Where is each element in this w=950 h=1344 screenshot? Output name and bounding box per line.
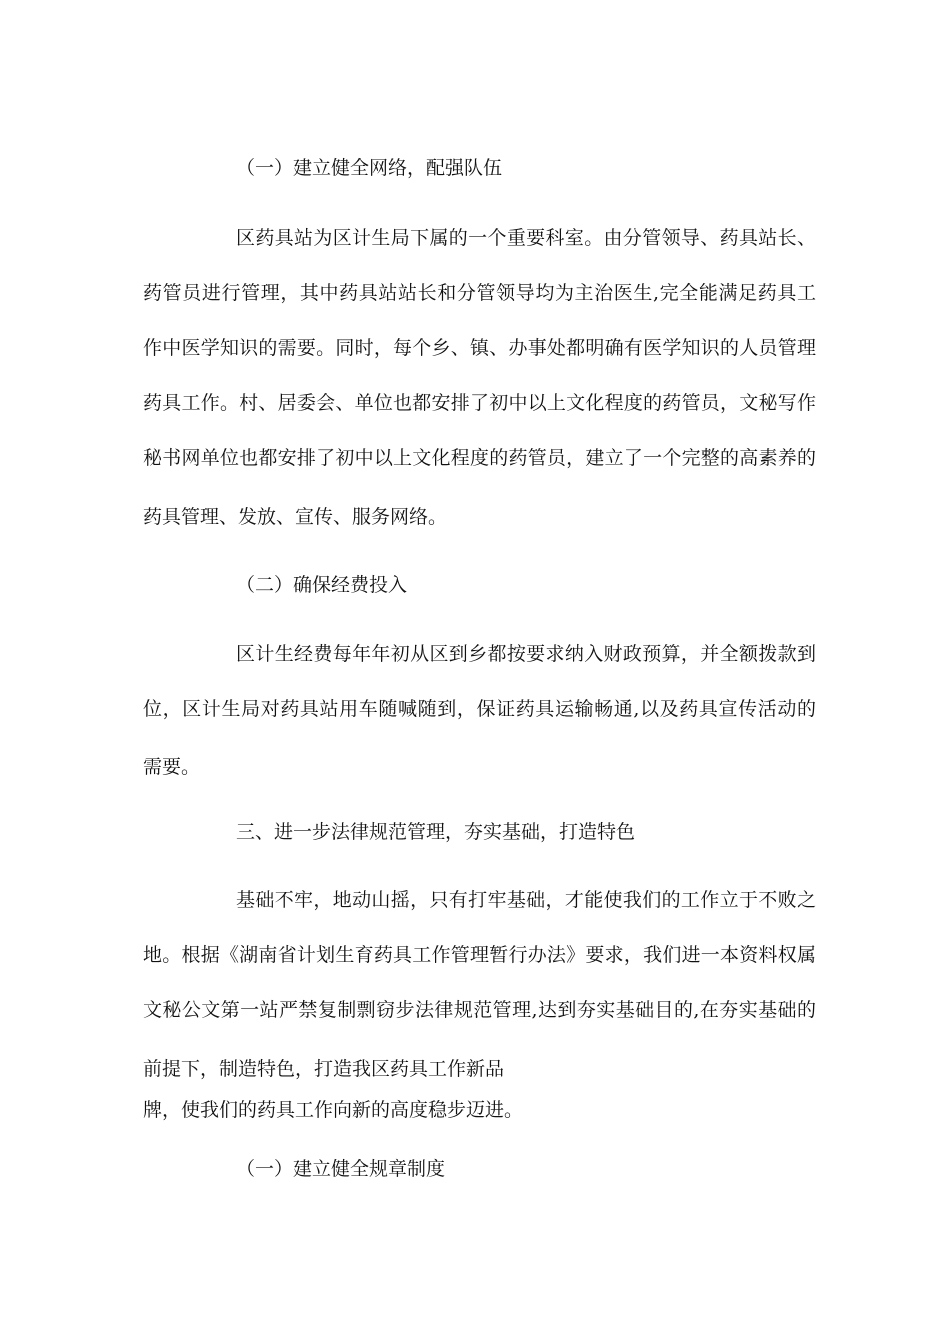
paragraph-line: 地。根据《湖南省计划生育药具工作管理暂行办法》要求，我们进一本资料权属 [143,944,816,966]
section-heading: （一）建立健全规章制度 [236,1158,446,1180]
section-heading: （一）建立健全网络，配强队伍 [236,157,503,179]
paragraph-line: 位，区计生局对药具站用车随喊随到，保证药具运输畅通,以及药具宣传活动的 [143,698,816,720]
paragraph-line: 药具工作。村、居委会、单位也都安排了初中以上文化程度的药管员，文秘写作 [143,392,816,414]
section-heading: 三、进一步法律规范管理，夯实基础，打造特色 [236,821,636,843]
paragraph-line: 需要。 [143,756,201,778]
paragraph-line: 药管员进行管理，其中药具站站长和分管领导均为主治医生,完全能满足药具工 [143,282,816,304]
paragraph-line: 前提下，制造特色，打造我区药具工作新品 [143,1058,505,1080]
paragraph-line: 文秘公文第一站严禁复制剽窃步法律规范管理,达到夯实基础目的,在夯实基础的 [143,999,816,1021]
paragraph-line: 牌，使我们的药具工作向新的高度稳步迈进。 [143,1099,524,1121]
paragraph-line: 秘书网单位也都安排了初中以上文化程度的药管员，建立了一个完整的高素养的 [143,447,816,469]
section-heading: （二）确保经费投入 [236,574,408,596]
paragraph-line: 区药具站为区计生局下属的一个重要科室。由分管领导、药具站长、 [236,227,816,249]
paragraph-line: 药具管理、发放、宣传、服务网络。 [143,506,448,528]
paragraph-line: 作中医学知识的需要。同时，每个乡、镇、办事处都明确有医学知识的人员管理 [143,337,816,359]
paragraph-line: 基础不牢，地动山摇，只有打牢基础，才能使我们的工作立于不败之 [236,889,816,911]
paragraph-line: 区计生经费每年年初从区到乡都按要求纳入财政预算，并全额拨款到 [236,643,816,665]
